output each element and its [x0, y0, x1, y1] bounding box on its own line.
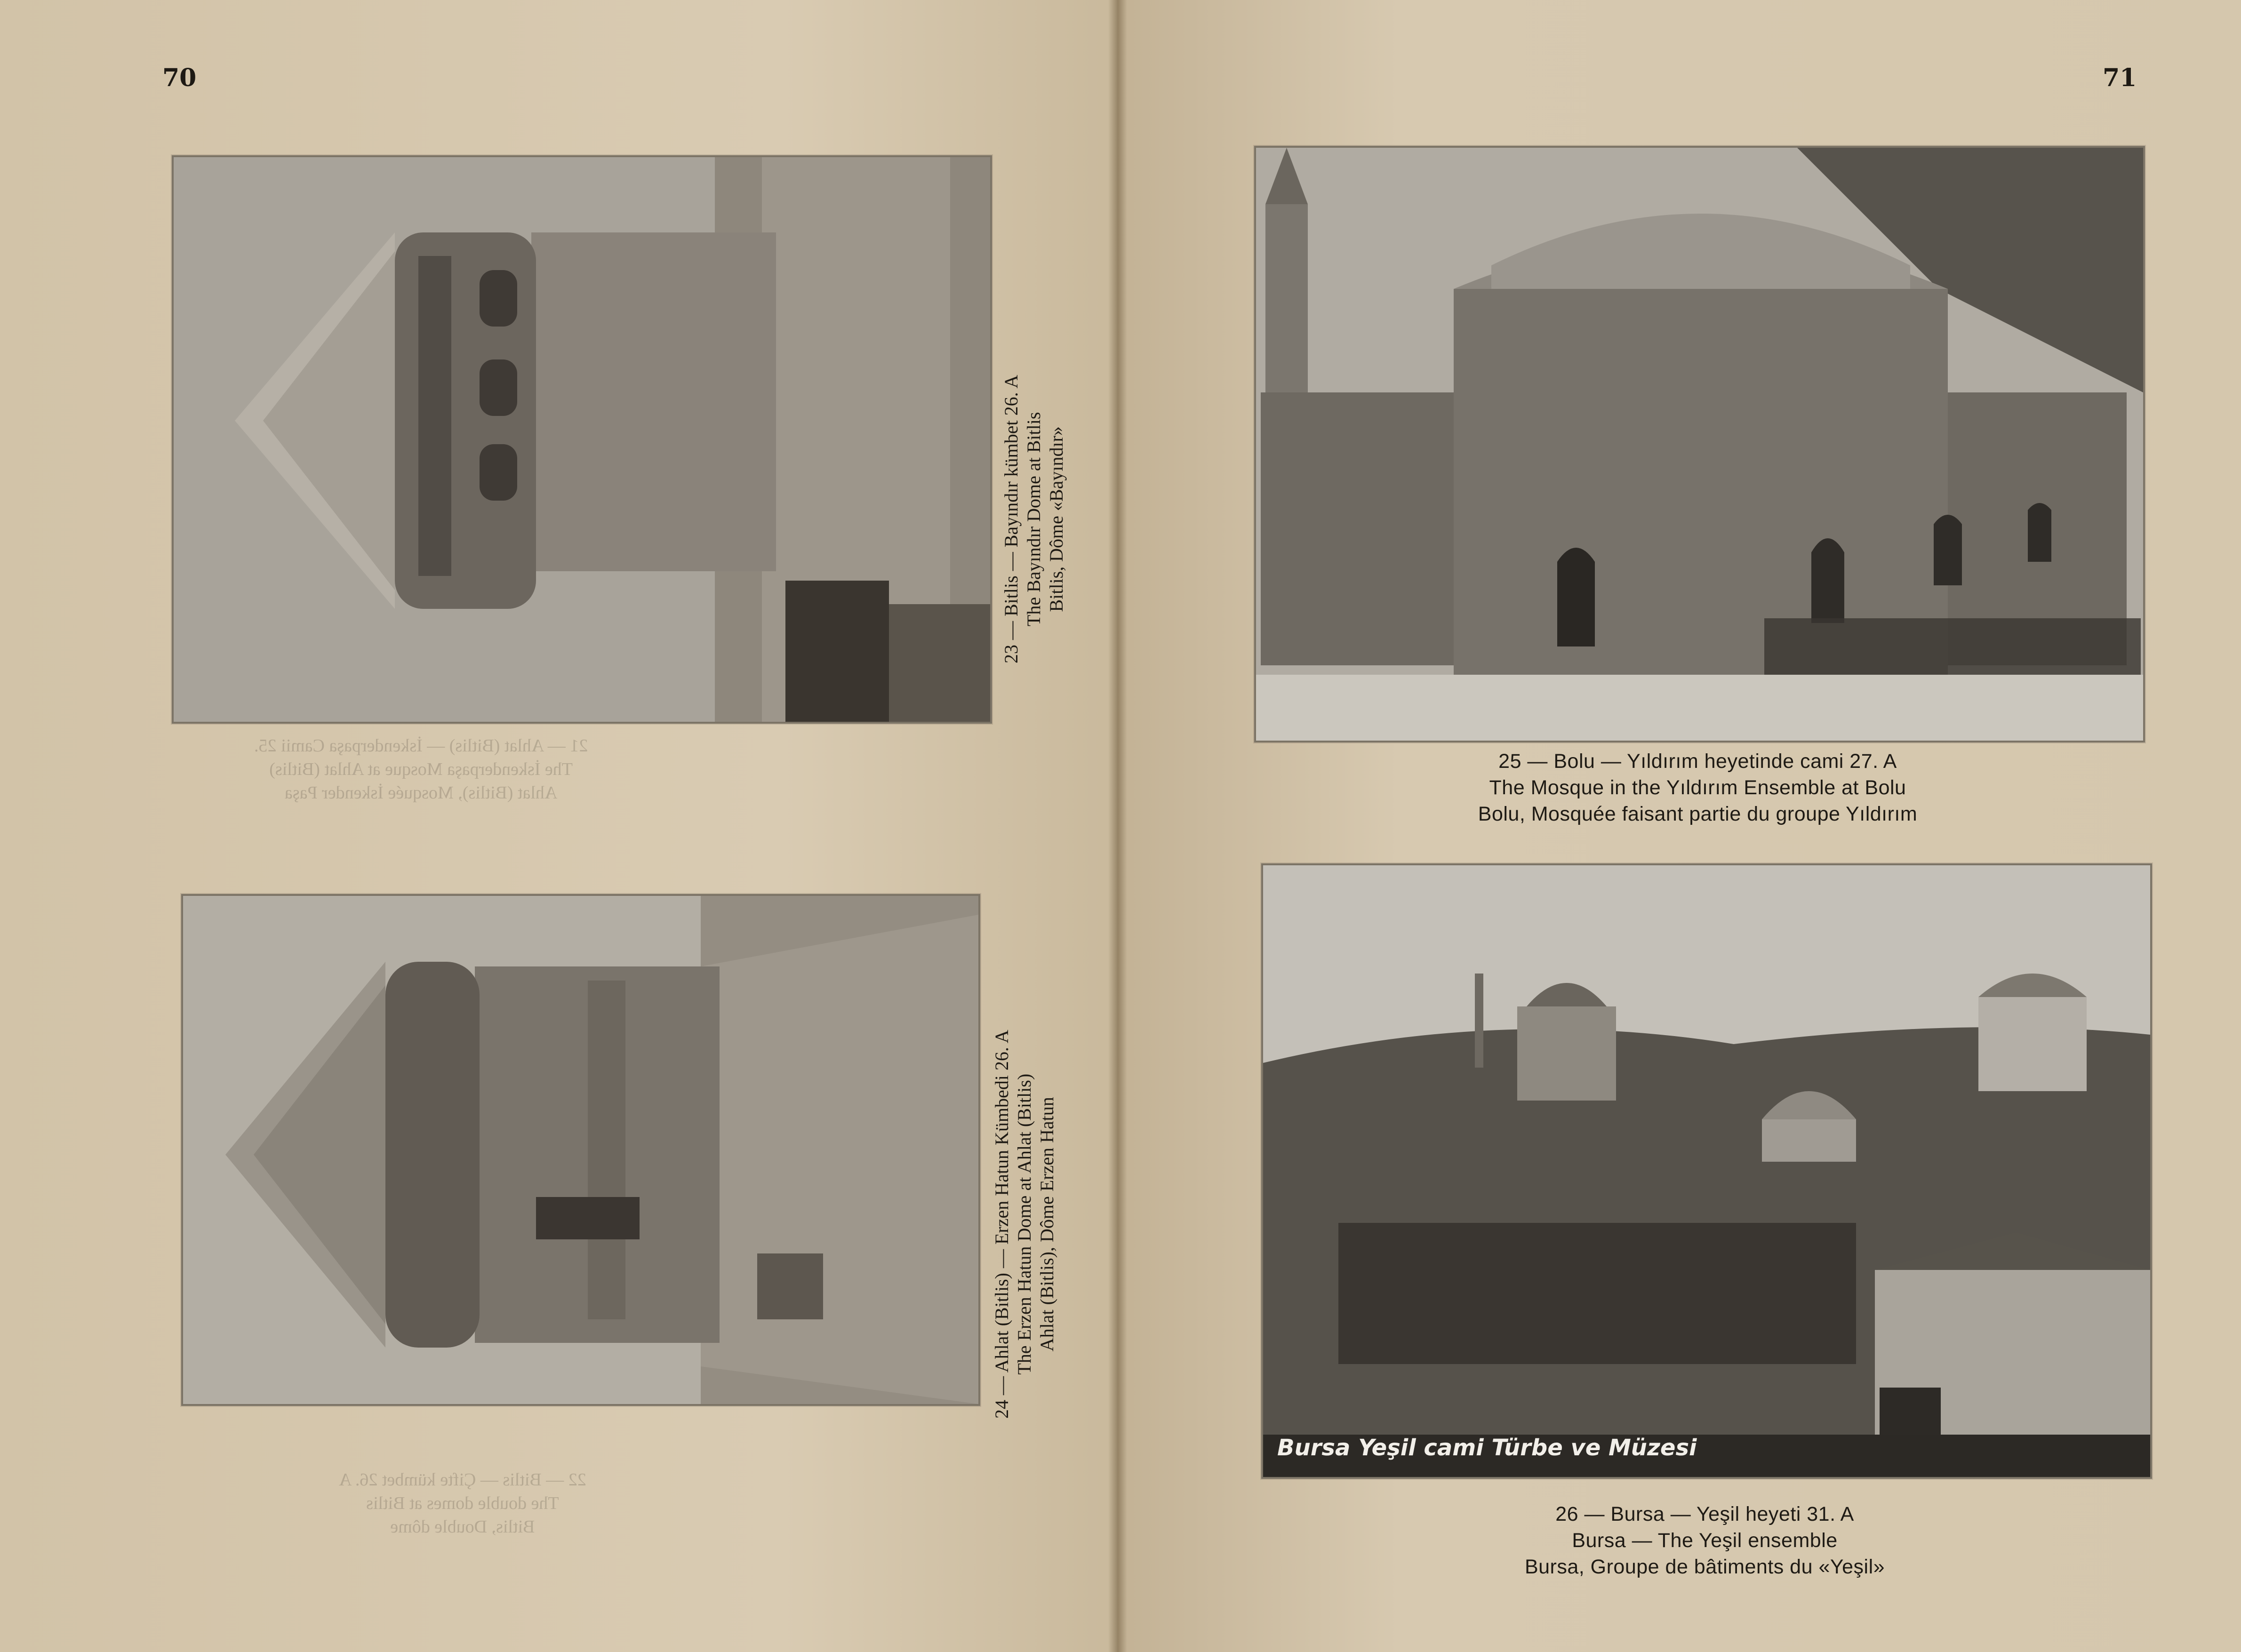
photo-erzen-hatun-dome: [181, 894, 980, 1406]
caption-fig24: 24 — Ahlat (Bitlis) — Erzen Hatun Kümbedi 26. A The Erzen Hatun Dome at Ahlat (Bitlis) Ahlat (Bitlis), Dôme Erzen Hatun: [991, 1030, 1057, 1419]
show-through-text-bottom: 22 — Bitlis — Çifte kümbet 26. A The double domes at Bitlis Bitlis, Double dôme: [339, 1470, 586, 1537]
caption-fig25: 25 — Bolu — Yıldırım heyetinde cami 27. A The Mosque in the Yıldırım Ensemble at Bolu Bolu, Mosquée faisant partie du groupe Yıldırım: [1478, 750, 1918, 825]
left-page-number: 70: [162, 64, 197, 92]
photo-bolu-mosque: [1254, 146, 2145, 742]
photo-inscription: Bursa Yeşil cami Türbe ve Müzesi: [1277, 1435, 1697, 1461]
book-gutter: [1108, 0, 1127, 1652]
caption-fig23: 23 — Bitlis — Bayındır kümbet 26. A The Bayındır Dome at Bitlis Bitlis, Dôme «Bayındır»: [1000, 375, 1067, 663]
right-page-number: 71: [2103, 64, 2137, 92]
caption-fig26: 26 — Bursa — Yeşil heyeti 31. A Bursa — The Yeşil ensemble Bursa, Groupe de bâtiments du «Yeşil»: [1524, 1503, 1885, 1578]
show-through-text-top: 21 — Ahlat (Bitlis) — İskenderpaşa Camii 25. The İskenderpaşa Mosque at Ahlat (Bitlis) Ahlat (Bitlis), Mosquée İskender Paşa: [254, 736, 588, 803]
photo-bayindir-dome: [172, 155, 992, 724]
photo-bursa-yesil-ensemble: [1261, 863, 2152, 1479]
